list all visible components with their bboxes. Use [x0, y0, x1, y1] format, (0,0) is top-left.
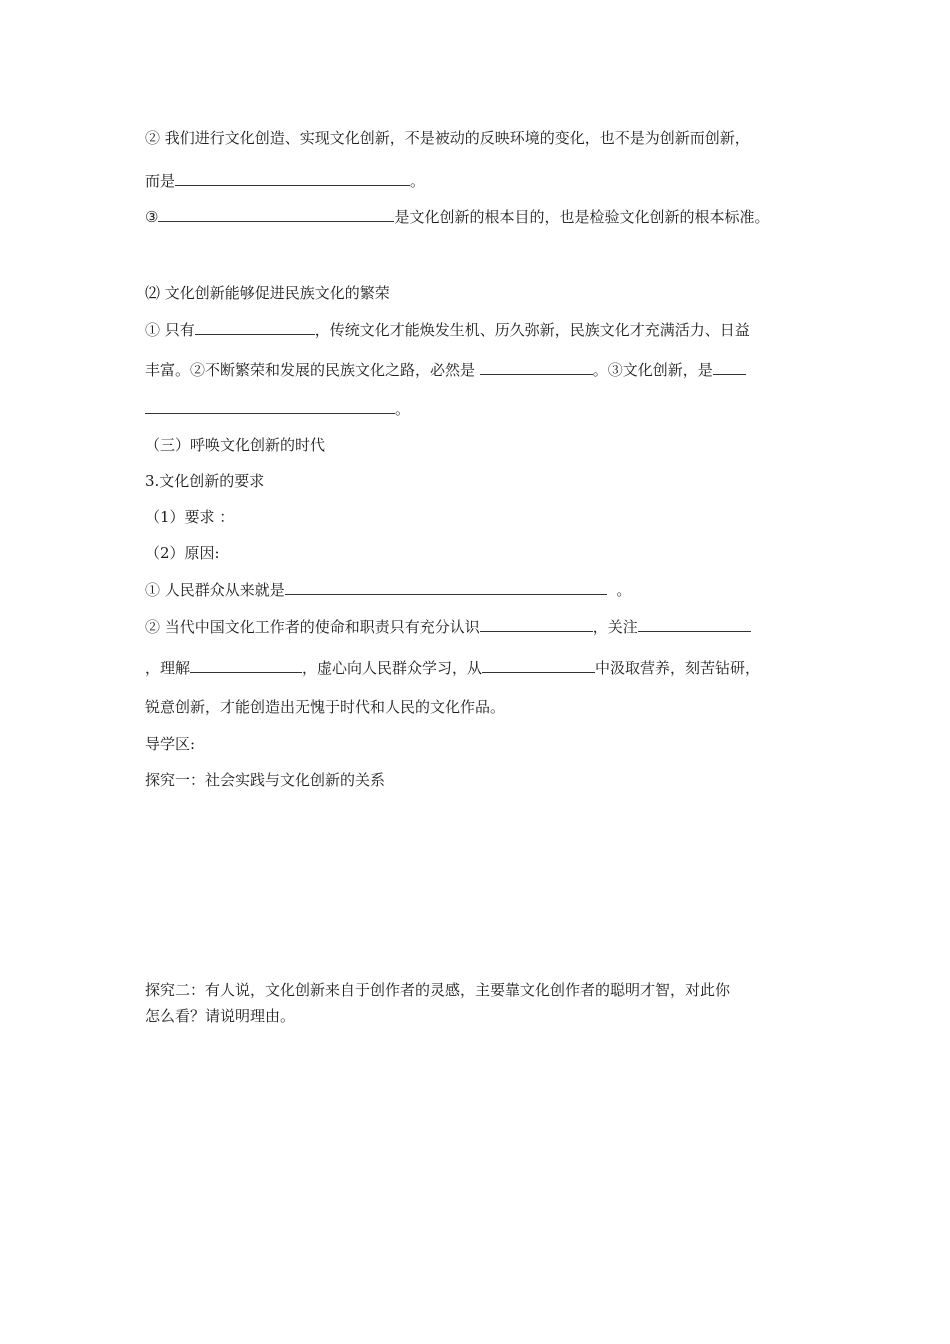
- answer-blank[interactable]: [158, 206, 394, 222]
- reason-2-line-1: ② 当代中国文化工作者的使命和职责只有充分认识 ，关注: [145, 616, 751, 636]
- answer-blank[interactable]: [713, 359, 746, 375]
- section-2-heading: ⑵ 文化创新能够促进民族文化的繁荣: [145, 284, 390, 302]
- answer-blank[interactable]: [285, 579, 607, 595]
- point-2-line-2: 而是 。: [145, 172, 426, 190]
- reason-1-line: ① 人民群众从来就是 。: [145, 581, 632, 599]
- section-2-line-3: 。: [145, 398, 410, 418]
- answer-blank[interactable]: [175, 170, 410, 186]
- point-3-text: 是文化创新的根本目的，也是检验文化创新的根本标准。: [394, 208, 770, 226]
- requirement-line: （1）要求 ：: [145, 508, 235, 526]
- answer-blank[interactable]: [195, 319, 315, 335]
- point-2-line-1: [145, 128, 750, 148]
- answer-blank[interactable]: [480, 359, 593, 375]
- point-2-continuation: 而是: [145, 172, 176, 190]
- point-3-line: ③ 是文化创新的根本目的，也是检验文化创新的根本标准。: [145, 208, 770, 226]
- section-2-line-1: ① 只有 ，传统文化才能焕发生机、历久弥新，民族文化才充满活力、日益: [145, 321, 750, 339]
- reason-2-line-3: 锐意创新，才能创造出无愧于时代和人民的文化作品。: [145, 698, 506, 716]
- inquiry-2-line-1: 探究二：有人说，文化创新来自于创作者的灵感，主要靠文化创作者的聪明才智，对此你: [145, 981, 731, 999]
- reason-line: （2）原因:: [145, 544, 220, 562]
- answer-blank[interactable]: [480, 616, 593, 632]
- guide-label: 导学区:: [145, 735, 196, 753]
- section-3-subheading: 3.文化创新的要求: [145, 472, 265, 490]
- point-2-text: ② 我们进行文化创造、实现文化创新，不是被动的反映环境的变化，也不是为创新而创新，: [145, 129, 750, 147]
- inquiry-2-line-2: 怎么看？请说明理由。: [145, 1007, 296, 1025]
- inquiry-1: 探究一：社会实践与文化创新的关系: [145, 771, 386, 789]
- answer-blank[interactable]: [145, 398, 395, 414]
- answer-blank[interactable]: [482, 657, 595, 673]
- answer-blank[interactable]: [190, 657, 302, 673]
- section-3-heading: （三）呼唤文化创新的时代: [145, 436, 326, 454]
- answer-blank[interactable]: [638, 616, 751, 632]
- section-2-line-2: 丰富。②不断繁荣和发展的民族文化之路，必然是 。③文化创新，是: [145, 359, 746, 379]
- reason-2-line-2: ，理解 ，虚心向人民群众学习，从 中汲取营养，刻苦钻研，: [145, 659, 761, 677]
